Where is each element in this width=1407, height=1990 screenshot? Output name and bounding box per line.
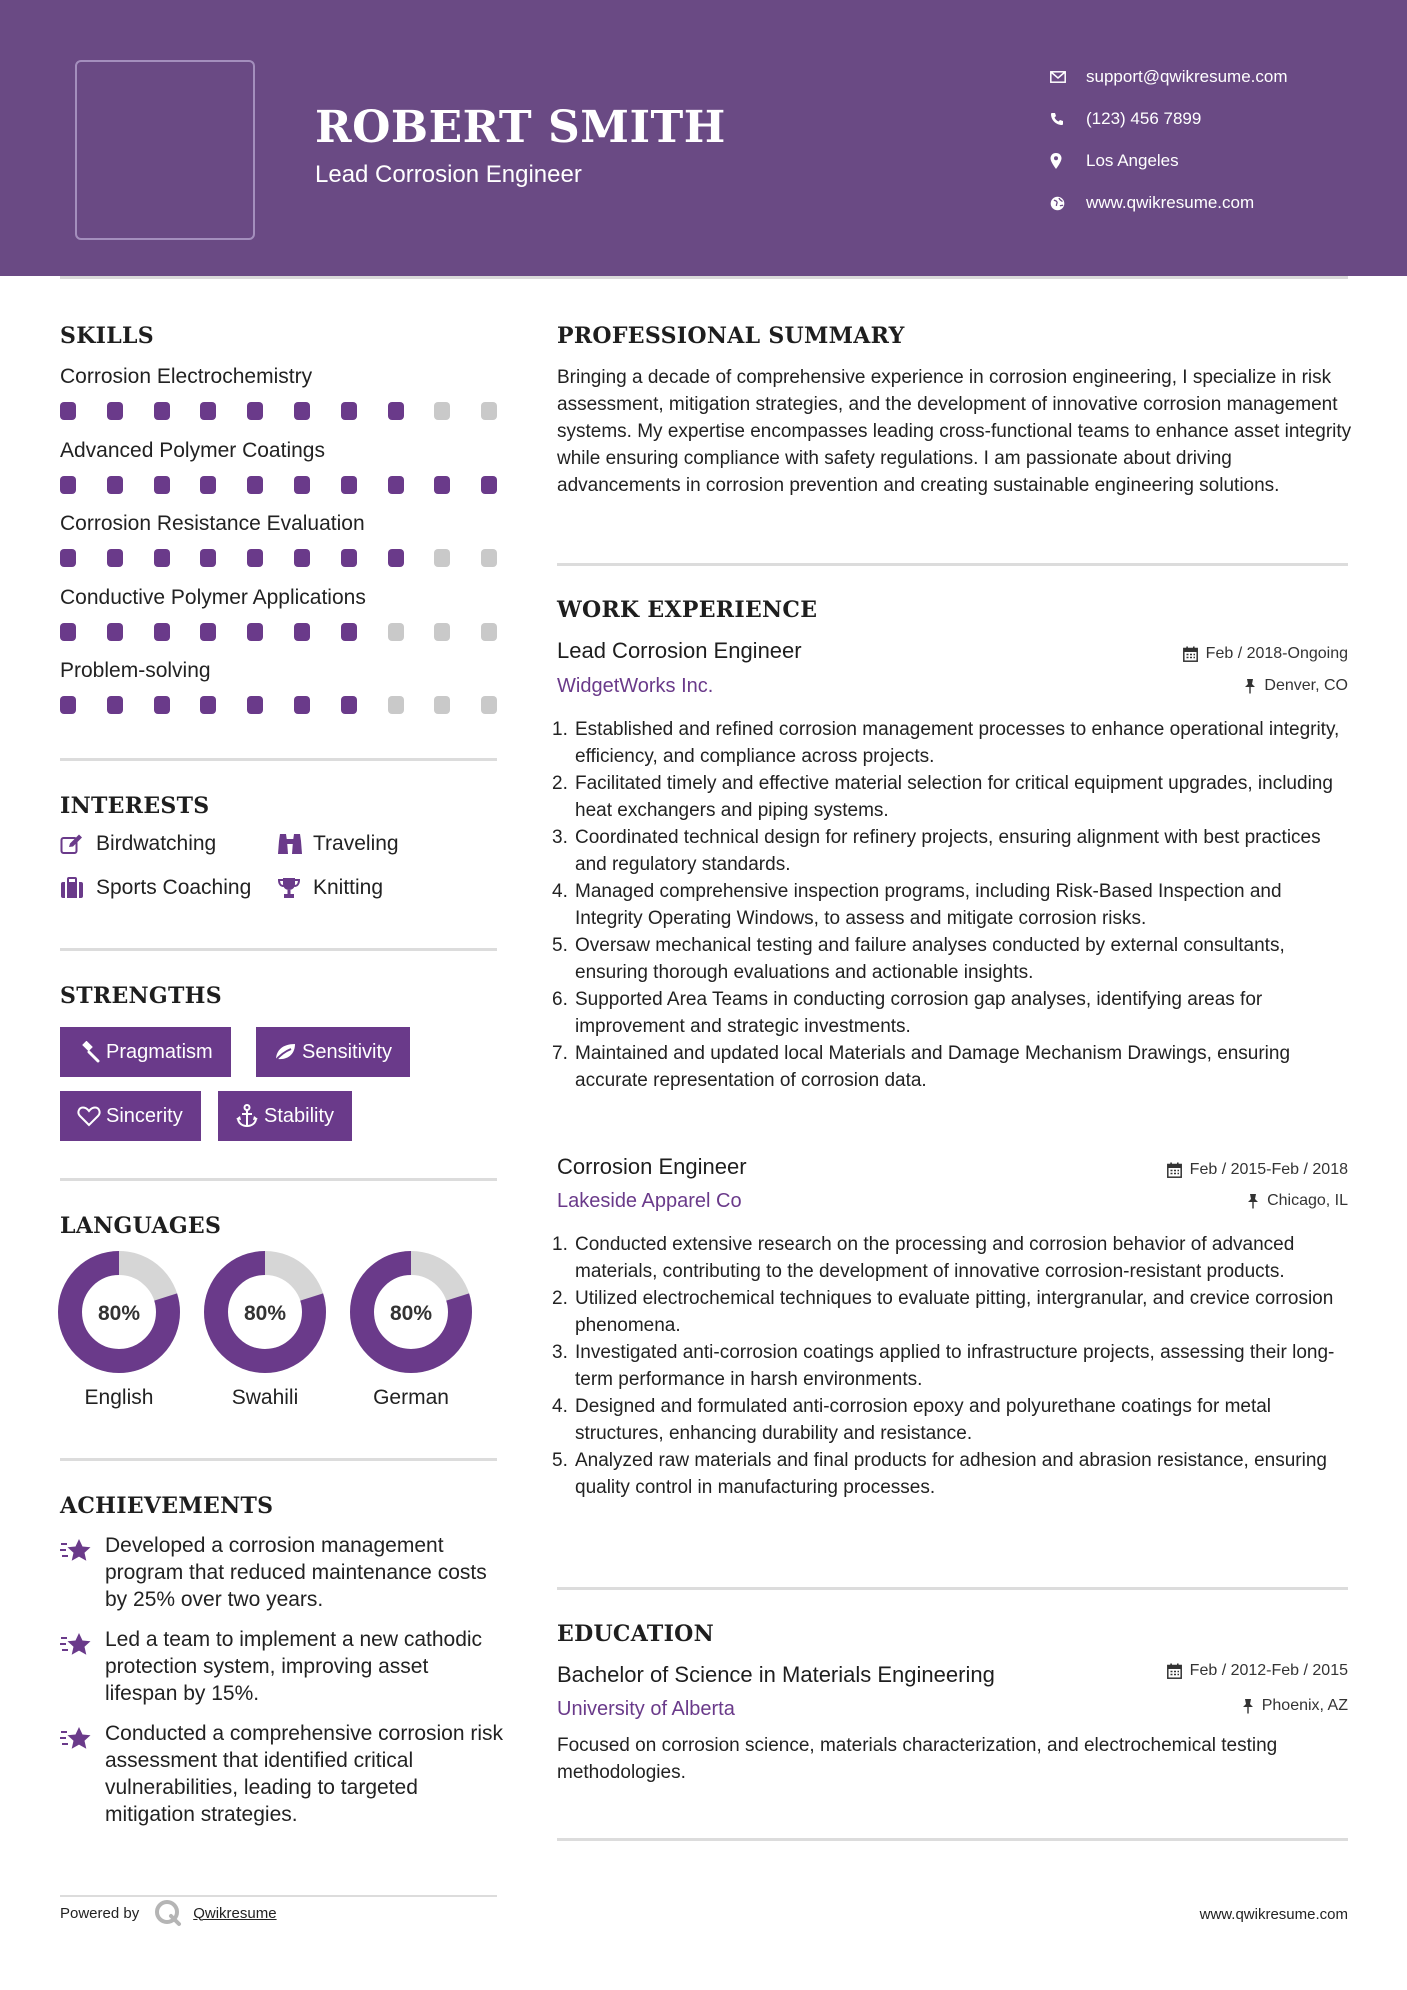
school-name: University of Alberta (557, 1698, 735, 1720)
language-donut (203, 1250, 327, 1374)
interest-item (60, 876, 251, 900)
summary-text: Bringing a decade of comprehensive experience in corrosion engineering, I specialize in risk assessment, mitigation strategies, and the development of innovative corrosion management systems. My expertise encompasses leading cross-functional teams to enhance asset integrity while ensuring compliance with safety regulations. I am passionate about driving advancements in corrosion prevention and creating sustainable engineering solutions. (557, 367, 1352, 496)
interest-label: Birdwatching (96, 832, 217, 855)
education-description: Focused on corrosion science, materials characterization, and electrochemical testing methodologies. (557, 1735, 1278, 1783)
language-percent: 80% (97, 1302, 141, 1325)
skill-dot-filled (341, 623, 357, 641)
language-name: German (373, 1386, 449, 1409)
skill-dot-filled (434, 476, 450, 494)
skill-dot-filled (60, 476, 76, 494)
language-percent: 80% (389, 1302, 433, 1325)
skill-dot-filled (60, 696, 76, 714)
skill-dot-filled (200, 549, 216, 567)
strength-tag (256, 1027, 410, 1077)
achievement-text: Developed a corrosion management program that reduced maintenance costs by 25% over two years. (105, 1534, 487, 1611)
skill-name: Corrosion Electrochemistry (60, 365, 313, 388)
skill-dot-filled (388, 402, 404, 420)
skill-dot-filled (154, 696, 170, 714)
job-bullet: 4. Managed comprehensive inspection programs, including Risk-Based Inspection and Integrity Operating Windows, to assess and mitigate corrosion risks. (552, 881, 1282, 929)
skill-dot-empty (481, 402, 497, 420)
contact-website[interactable] (1050, 182, 1288, 224)
skill-dot-filled (107, 696, 123, 714)
language-name: English (84, 1386, 154, 1409)
company-name: Lakeside Apparel Co (557, 1190, 742, 1212)
skill-dot-filled (294, 623, 310, 641)
skill-dot-empty (388, 623, 404, 641)
language-donut (349, 1250, 473, 1374)
binoculars-icon (277, 833, 313, 855)
candidate-name: ROBERT SMITH (315, 102, 726, 153)
skill-dot-filled (200, 696, 216, 714)
interests-title: INTERESTS (60, 793, 210, 819)
job-dates (1167, 1161, 1348, 1179)
skill-dot-filled (107, 402, 123, 420)
header-divider (60, 276, 1348, 279)
phone-icon (1050, 112, 1086, 126)
map-pin-icon (1050, 153, 1086, 169)
job-bullet: 7. Maintained and updated local Materials and Damage Mechanism Drawings, ensuring accurate representation of corrosion data. (552, 1043, 1291, 1091)
job-dates-text: Feb / 2015-Feb / 2018 (1189, 1161, 1348, 1178)
pushpin-icon (1242, 1698, 1254, 1714)
achievements-title: ACHIEVEMENTS (60, 1493, 274, 1519)
skill-dot-empty (434, 402, 450, 420)
skill-dot-empty (481, 549, 497, 567)
contact-email-text: support@qwikresume.com (1086, 67, 1288, 86)
skill-dot-filled (247, 402, 263, 420)
pushpin-icon (1244, 678, 1256, 694)
achievement-text: Conducted a comprehensive corrosion risk assessment that identified critical vulnerabilities, leading to targeted mitigation strategies. (105, 1722, 504, 1826)
skill-name: Corrosion Resistance Evaluation (60, 512, 365, 535)
strength-tag (60, 1027, 231, 1077)
skill-dot-filled (341, 402, 357, 420)
job-bullet: 4. Designed and formulated anti-corrosion epoxy and polyurethane coatings for metal structures, enhancing durability and resistance. (552, 1396, 1272, 1444)
interest-item (277, 832, 399, 856)
experience-title: WORK EXPERIENCE (557, 597, 818, 623)
language-name: Swahili (231, 1386, 299, 1409)
skill-rating (60, 476, 500, 494)
skill-dot-empty (481, 696, 497, 714)
achievement-text: Led a team to implement a new cathodic protection system, improving asset lifespan by 15%. (105, 1628, 483, 1705)
skill-name: Conductive Polymer Applications (60, 586, 366, 609)
job-location (1247, 1192, 1348, 1210)
languages-title: LANGUAGES (60, 1213, 222, 1239)
section-divider (557, 1838, 1348, 1841)
education-dates-text: Feb / 2012-Feb / 2015 (1189, 1662, 1348, 1679)
skill-name: Problem-solving (60, 659, 211, 682)
contact-location-text: Los Angeles (1086, 151, 1179, 170)
skill-dot-empty (388, 696, 404, 714)
summary-title: PROFESSIONAL SUMMARY (557, 323, 905, 349)
strength-tag (60, 1091, 201, 1141)
skill-dot-filled (341, 476, 357, 494)
job-bullet: 2. Utilized electrochemical techniques to evaluate pitting, intergranular, and crevice corrosion phenomena. (552, 1288, 1334, 1336)
skill-dot-empty (434, 549, 450, 567)
job-bullet: 1. Conducted extensive research on the processing and corrosion behavior of advanced materials, contributing to the development of innovative corrosion-resistant products. (552, 1234, 1295, 1282)
interest-label: Knitting (313, 876, 384, 899)
heart-icon (72, 1105, 106, 1127)
contact-website-text: www.qwikresume.com (1086, 193, 1255, 212)
strength-tag (218, 1091, 352, 1141)
language-gauge (349, 1250, 473, 1379)
skill-dot-filled (341, 549, 357, 567)
skill-dot-filled (60, 549, 76, 567)
skill-dot-empty (434, 623, 450, 641)
strength-label: Stability (264, 1104, 335, 1127)
envelope-icon (1050, 71, 1086, 83)
skill-dot-filled (388, 549, 404, 567)
job-bullet: 5. Analyzed raw materials and final products for adhesion and abrasion resistance, ensuring quality control in manufacturing processes. (552, 1450, 1327, 1498)
briefcase-icon (60, 877, 96, 899)
section-divider (557, 563, 1348, 566)
skill-dot-filled (294, 402, 310, 420)
pencil-square-icon (60, 833, 96, 855)
pushpin-icon (1247, 1193, 1259, 1209)
interest-item (277, 876, 383, 900)
job-bullet: 3. Coordinated technical design for refinery projects, ensuring alignment with best practices and regulatory standards. (552, 827, 1321, 875)
skill-dot-filled (154, 476, 170, 494)
skill-dot-filled (200, 402, 216, 420)
footer-url[interactable]: www.qwikresume.com (1199, 1906, 1348, 1923)
powered-by (60, 1898, 277, 1928)
section-divider (557, 1587, 1348, 1590)
job-bullet: 3. Investigated anti-corrosion coatings applied to infrastructure projects, assessing their long-term performance in harsh environments. (552, 1342, 1335, 1390)
skill-dot-filled (154, 623, 170, 641)
language-gauge (203, 1250, 327, 1379)
skill-dot-filled (200, 476, 216, 494)
skill-dot-filled (247, 696, 263, 714)
strength-label: Pragmatism (106, 1040, 213, 1063)
job-location-text: Chicago, IL (1267, 1192, 1348, 1209)
language-percent: 80% (243, 1302, 287, 1325)
globe-icon (1050, 196, 1086, 211)
resume-header (0, 0, 1407, 276)
contact-list (1050, 56, 1288, 224)
company-name: WidgetWorks Inc. (557, 675, 714, 697)
interest-label: Traveling (313, 832, 399, 855)
degree-title: Bachelor of Science in Materials Engineering (557, 1662, 995, 1687)
calendar-icon (1167, 1663, 1182, 1679)
skill-rating (60, 623, 500, 641)
section-divider (60, 1895, 497, 1897)
interest-label: Sports Coaching (96, 876, 252, 899)
job-dates-text: Feb / 2018-Ongoing (1205, 645, 1348, 662)
skill-dot-filled (388, 476, 404, 494)
skill-dot-filled (247, 476, 263, 494)
skill-dot-filled (247, 623, 263, 641)
star-badge-icon (60, 1726, 92, 1757)
candidate-role: Lead Corrosion Engineer (315, 161, 582, 188)
skill-name: Advanced Polymer Coatings (60, 439, 325, 462)
job-title: Lead Corrosion Engineer (557, 638, 802, 663)
gavel-icon (72, 1041, 106, 1063)
skill-dot-filled (154, 549, 170, 567)
calendar-icon (1183, 646, 1198, 662)
skill-dot-filled (294, 549, 310, 567)
job-title: Corrosion Engineer (557, 1154, 747, 1179)
section-divider (60, 1458, 497, 1461)
trophy-icon (277, 877, 313, 899)
skill-rating (60, 402, 500, 420)
skill-dot-filled (154, 402, 170, 420)
job-bullet: 5. Oversaw mechanical testing and failure analyses conducted by external consultants, ensuring thorough evaluations and actionable insights. (552, 935, 1285, 983)
contact-email[interactable] (1050, 56, 1288, 98)
job-location-text: Denver, CO (1264, 677, 1348, 694)
skill-dot-filled (247, 549, 263, 567)
skill-dot-empty (434, 696, 450, 714)
skill-rating (60, 696, 500, 714)
education-location-text: Phoenix, AZ (1261, 1697, 1348, 1714)
education-location (1242, 1697, 1348, 1715)
skill-dot-filled (107, 623, 123, 641)
interest-item (60, 832, 216, 856)
job-bullet: 6. Supported Area Teams in conducting corrosion gap analyses, identifying areas for improvement and strategic investments. (552, 989, 1263, 1037)
job-bullet: 2. Facilitated timely and effective material selection for critical equipment upgrades, including heat exchangers and piping systems. (552, 773, 1333, 821)
strengths-title: STRENGTHS (60, 983, 222, 1009)
qwikresume-logo-icon (153, 1898, 183, 1928)
language-donut (57, 1250, 181, 1374)
contact-phone-text: (123) 456 7899 (1086, 109, 1202, 128)
skill-dot-filled (294, 696, 310, 714)
contact-phone[interactable] (1050, 98, 1288, 140)
skills-title: SKILLS (60, 323, 154, 349)
skill-dot-filled (294, 476, 310, 494)
skill-dot-filled (341, 696, 357, 714)
star-badge-icon (60, 1632, 92, 1663)
skill-dot-filled (60, 623, 76, 641)
powered-by-label: Powered by (60, 1904, 140, 1922)
job-bullets (552, 1231, 1352, 1501)
star-badge-icon (60, 1538, 92, 1569)
job-location (1244, 677, 1348, 695)
language-gauge (57, 1250, 181, 1379)
section-divider (60, 758, 497, 761)
skill-dot-filled (60, 402, 76, 420)
job-bullets (552, 716, 1352, 1094)
section-divider (60, 1178, 497, 1181)
skill-rating (60, 549, 500, 567)
calendar-icon (1167, 1162, 1182, 1178)
strength-label: Sincerity (106, 1104, 183, 1127)
anchor-icon (230, 1104, 264, 1128)
skill-dot-filled (107, 549, 123, 567)
qwikresume-link[interactable]: Qwikresume (193, 1904, 277, 1922)
skill-dot-filled (200, 623, 216, 641)
skill-dot-filled (107, 476, 123, 494)
education-title: EDUCATION (557, 1621, 715, 1647)
leaf-icon (268, 1042, 302, 1062)
education-dates (1167, 1662, 1348, 1680)
skill-dot-empty (481, 623, 497, 641)
profile-photo-placeholder (75, 60, 255, 240)
strength-label: Sensitivity (302, 1040, 393, 1063)
section-divider (60, 948, 497, 951)
job-bullet: 1. Established and refined corrosion management processes to enhance operational integrity, efficiency, and compliance across projects. (552, 719, 1340, 767)
job-dates (1183, 645, 1348, 663)
contact-location (1050, 140, 1288, 182)
skill-dot-filled (481, 476, 497, 494)
